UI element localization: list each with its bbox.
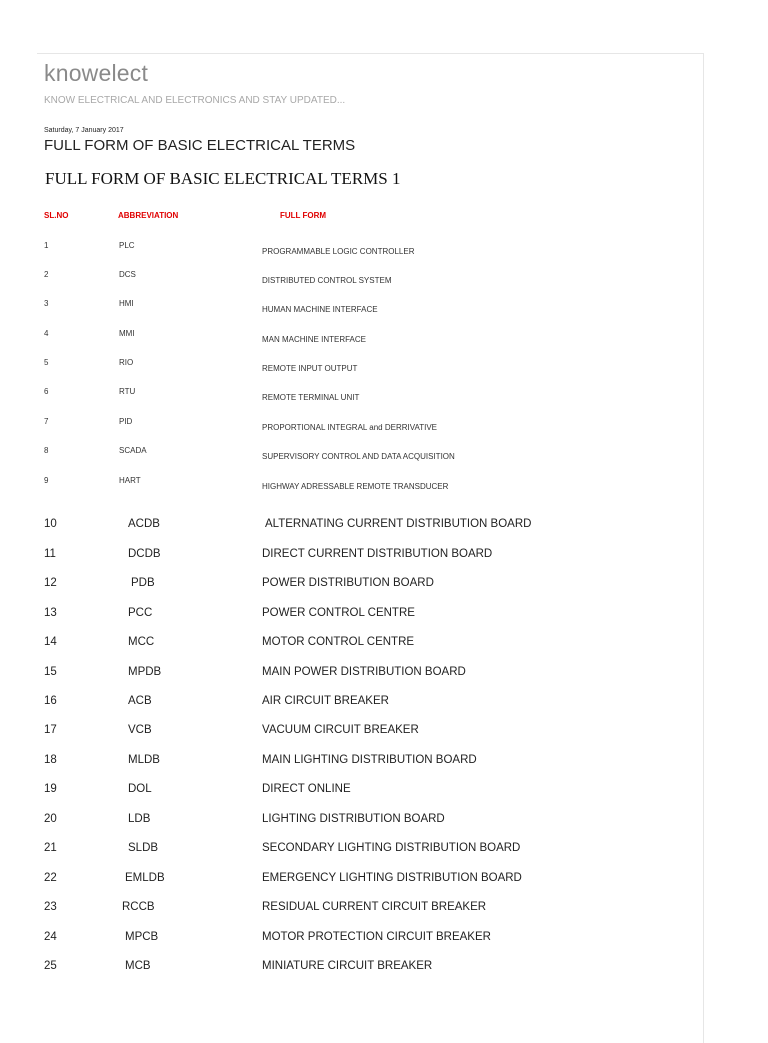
row-full-form: MAIN POWER DISTRIBUTION BOARD	[262, 666, 466, 678]
row-abbreviation: VCB	[128, 724, 152, 736]
header-sl-no: SL.NO	[44, 211, 69, 220]
row-full-form: POWER CONTROL CENTRE	[262, 607, 415, 619]
row-full-form: PROGRAMMABLE LOGIC CONTROLLER	[262, 247, 415, 256]
row-abbreviation: MLDB	[128, 754, 160, 766]
row-full-form: MAN MACHINE INTERFACE	[262, 335, 367, 344]
row-full-form: DIRECT CURRENT DISTRIBUTION BOARD	[262, 548, 493, 560]
row-full-form: MINIATURE CIRCUIT BREAKER	[262, 960, 433, 972]
row-abbreviation: HMI	[119, 299, 134, 308]
row-number: 21	[44, 842, 57, 854]
row-number: 12	[44, 577, 57, 589]
row-full-form: PROPORTIONAL INTEGRAL and DERRIVATIVE	[262, 423, 438, 432]
table-row	[0, 241, 768, 255]
row-number: 11	[44, 548, 56, 560]
row-number: 17	[44, 724, 57, 736]
table-row	[0, 636, 768, 650]
table-row	[0, 666, 768, 680]
row-number: 9	[44, 476, 49, 485]
table-row	[0, 960, 768, 974]
row-full-form: ALTERNATING CURRENT DISTRIBUTION BOARD	[265, 518, 532, 530]
row-full-form: DIRECT ONLINE	[262, 783, 351, 795]
row-full-form: MOTOR PROTECTION CIRCUIT BREAKER	[262, 931, 491, 943]
row-number: 10	[44, 518, 57, 530]
table-row	[0, 518, 768, 532]
post-date: Saturday, 7 January 2017	[44, 127, 124, 134]
row-abbreviation: MMI	[119, 329, 135, 338]
table-row	[0, 270, 768, 284]
row-abbreviation: ACDB	[128, 518, 160, 530]
row-number: 5	[44, 358, 49, 367]
row-abbreviation: HART	[119, 476, 141, 485]
row-abbreviation: EMLDB	[125, 872, 165, 884]
row-number: 1	[44, 241, 49, 250]
row-full-form: REMOTE TERMINAL UNIT	[262, 393, 360, 402]
row-full-form: MOTOR CONTROL CENTRE	[262, 636, 415, 648]
header-full-form: FULL FORM	[280, 211, 327, 220]
table-row	[0, 329, 768, 343]
header-abbreviation: ABBREVIATION	[118, 211, 179, 220]
row-number: 22	[44, 872, 57, 884]
table-row	[0, 358, 768, 372]
row-full-form: POWER DISTRIBUTION BOARD	[262, 577, 434, 589]
row-abbreviation: PID	[119, 417, 133, 426]
row-full-form: REMOTE INPUT OUTPUT	[262, 364, 358, 373]
table-row	[0, 577, 768, 591]
row-abbreviation: LDB	[128, 813, 151, 825]
row-number: 20	[44, 813, 57, 825]
row-number: 4	[44, 329, 49, 338]
row-number: 7	[44, 417, 49, 426]
row-abbreviation: MPCB	[125, 931, 159, 943]
row-number: 2	[44, 270, 49, 279]
table-row	[0, 813, 768, 827]
table-row	[0, 901, 768, 915]
row-abbreviation: DOL	[128, 783, 152, 795]
row-number: 25	[44, 960, 57, 972]
table-row	[0, 872, 768, 886]
row-number: 24	[44, 931, 57, 943]
row-number: 19	[44, 783, 57, 795]
row-number: 16	[44, 695, 57, 707]
post-subtitle: FULL FORM OF BASIC ELECTRICAL TERMS 1	[45, 169, 401, 188]
row-number: 13	[44, 607, 57, 619]
row-full-form: HUMAN MACHINE INTERFACE	[262, 305, 378, 314]
row-full-form: RESIDUAL CURRENT CIRCUIT BREAKER	[262, 901, 487, 913]
row-number: 3	[44, 299, 49, 308]
row-number: 23	[44, 901, 57, 913]
row-abbreviation: PLC	[119, 241, 135, 250]
row-full-form: HIGHWAY ADRESSABLE REMOTE TRANSDUCER	[262, 482, 449, 491]
table-row	[0, 417, 768, 431]
row-abbreviation: RIO	[119, 358, 134, 367]
table-row	[0, 754, 768, 768]
post-title[interactable]: FULL FORM OF BASIC ELECTRICAL TERMS	[44, 137, 356, 154]
table-row	[0, 842, 768, 856]
table-row	[0, 695, 768, 709]
blog-description: KNOW ELECTRICAL AND ELECTRONICS AND STAY UPDATED...	[44, 95, 346, 106]
row-number: 6	[44, 387, 49, 396]
row-number: 14	[44, 636, 57, 648]
table-row	[0, 931, 768, 945]
row-abbreviation: PCC	[128, 607, 153, 619]
row-number: 15	[44, 666, 57, 678]
row-full-form: SUPERVISORY CONTROL AND DATA ACQUISITION	[262, 452, 455, 461]
table-row	[0, 724, 768, 738]
row-abbreviation: MPDB	[128, 666, 162, 678]
table-row	[0, 783, 768, 797]
row-abbreviation: DCS	[119, 270, 136, 279]
blog-title[interactable]: knowelect	[44, 60, 149, 86]
table-row	[0, 548, 768, 562]
row-abbreviation: RCCB	[122, 901, 155, 913]
row-full-form: AIR CIRCUIT BREAKER	[262, 695, 389, 707]
row-full-form: MAIN LIGHTING DISTRIBUTION BOARD	[262, 754, 477, 766]
row-full-form: SECONDARY LIGHTING DISTRIBUTION BOARD	[262, 842, 521, 854]
row-full-form: EMERGENCY LIGHTING DISTRIBUTION BOARD	[262, 872, 522, 884]
table-row	[0, 446, 768, 460]
table-row	[0, 387, 768, 401]
table-row	[0, 476, 768, 490]
row-abbreviation: SCADA	[119, 446, 147, 455]
row-abbreviation: DCDB	[128, 548, 161, 560]
table-row	[0, 607, 768, 621]
row-abbreviation: MCC	[128, 636, 155, 648]
row-abbreviation: SLDB	[128, 842, 159, 854]
row-abbreviation: ACB	[128, 695, 152, 707]
row-full-form: DISTRIBUTED CONTROL SYSTEM	[262, 276, 392, 285]
row-full-form: VACUUM CIRCUIT BREAKER	[262, 724, 419, 736]
row-abbreviation: MCB	[125, 960, 151, 972]
row-abbreviation: RTU	[119, 387, 136, 396]
row-number: 18	[44, 754, 57, 766]
row-abbreviation: PDB	[131, 577, 155, 589]
table-row	[0, 299, 768, 313]
row-number: 8	[44, 446, 49, 455]
row-full-form: LIGHTING DISTRIBUTION BOARD	[262, 813, 445, 825]
